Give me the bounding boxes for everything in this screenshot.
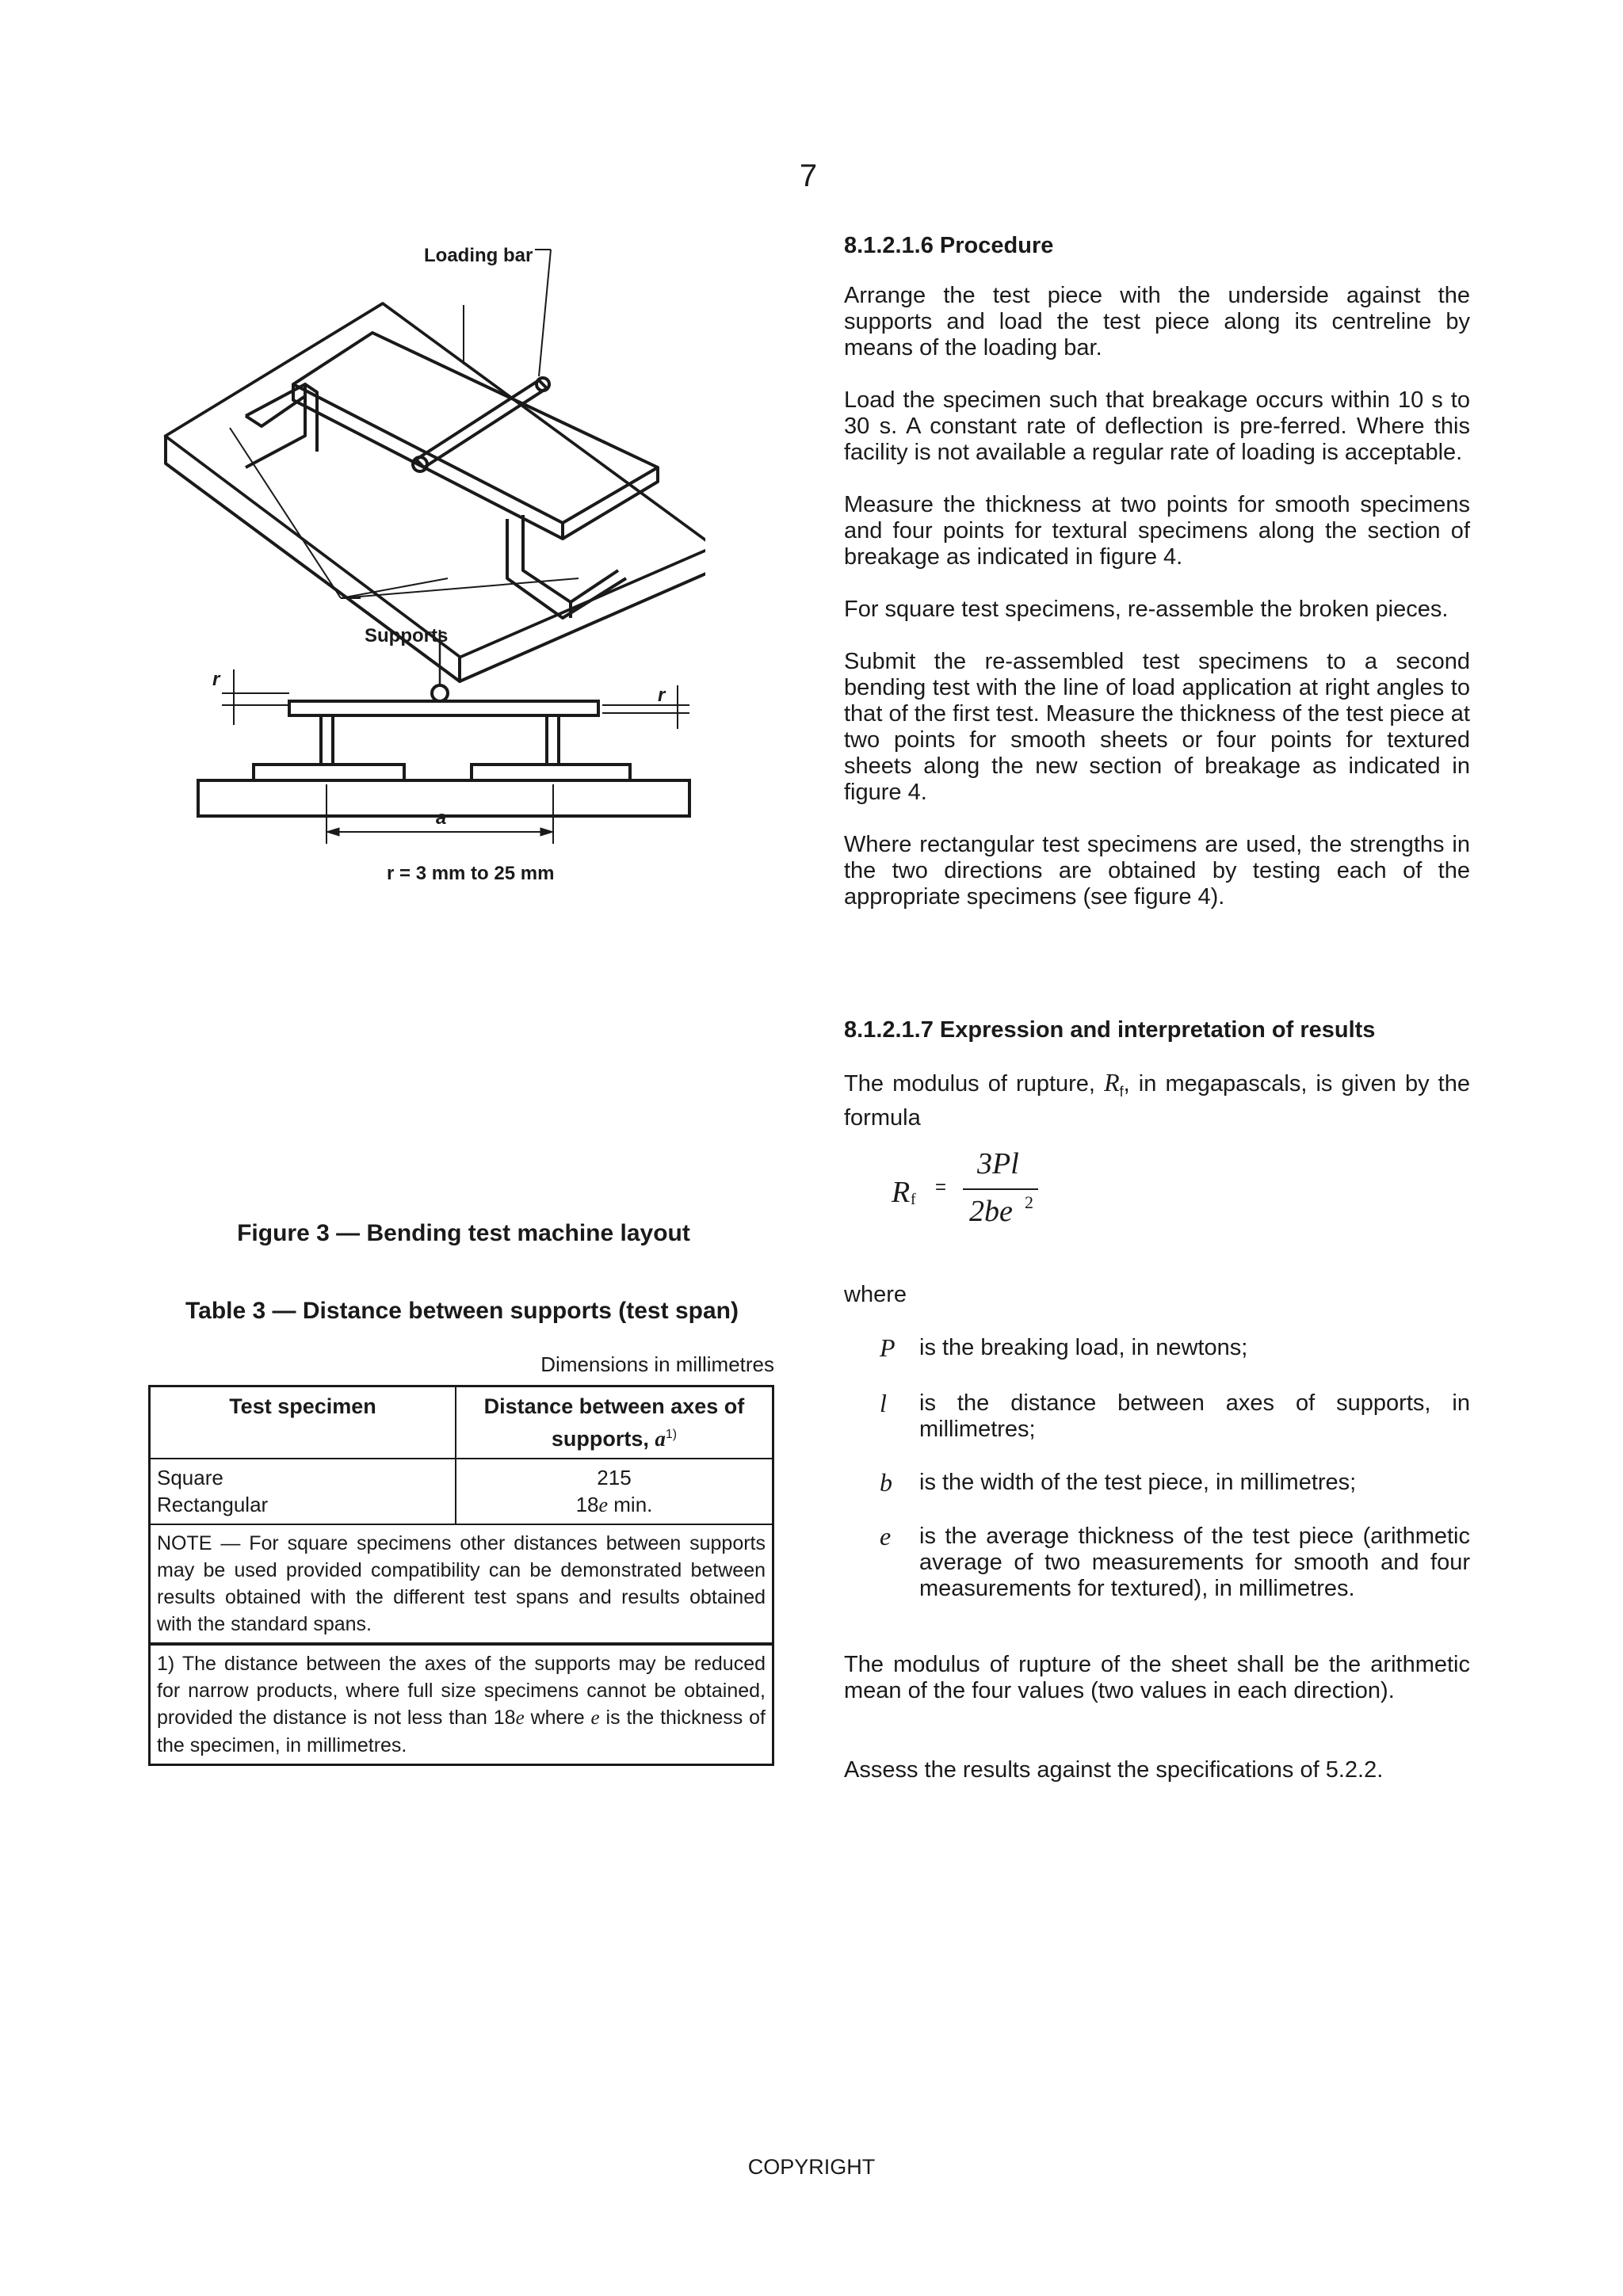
header-distance-footnote-ref: 1) bbox=[665, 1428, 678, 1441]
definition-symbol-b: b bbox=[880, 1468, 892, 1497]
label-supports: Supports bbox=[365, 625, 449, 646]
right-support-elevation bbox=[472, 715, 630, 780]
distance-rect-rest: min. bbox=[608, 1493, 653, 1516]
modulus-formula bbox=[892, 1147, 1129, 1240]
definition-item bbox=[880, 1390, 1470, 1443]
procedure-heading: 8.1.2.1.6 Procedure bbox=[844, 233, 1054, 258]
header-test-specimen: Test specimen bbox=[150, 1386, 456, 1459]
results-intro bbox=[844, 1070, 1470, 1131]
table-row bbox=[150, 1459, 773, 1524]
figure-caption: Figure 3 — Bending test machine layout bbox=[237, 1220, 690, 1246]
definition-item bbox=[880, 1524, 1470, 1602]
footer-copyright: COPYRIGHT bbox=[747, 2155, 876, 2179]
definition-symbol-l: l bbox=[880, 1389, 887, 1417]
left-support-elevation bbox=[254, 715, 404, 780]
where-label: where bbox=[844, 1282, 907, 1307]
table-footnote bbox=[150, 1644, 773, 1765]
specimen-rectangular: Rectangular bbox=[157, 1493, 269, 1516]
formula-numerator: 3Pl bbox=[977, 1147, 1019, 1180]
formula-lhs-sub: f bbox=[911, 1191, 916, 1208]
header-distance-symbol: a bbox=[655, 1427, 666, 1451]
procedure-section bbox=[844, 233, 1470, 910]
results-intro-a: The modulus of rupture, bbox=[844, 1071, 1105, 1097]
table-header-row bbox=[150, 1386, 773, 1459]
label-a: a bbox=[436, 807, 447, 829]
procedure-para-4: For square test specimens, re-assemble the broken pieces. bbox=[844, 597, 1449, 622]
footnote-symbol-1: e bbox=[515, 1707, 525, 1729]
distance-cell bbox=[456, 1459, 773, 1524]
page-number: 7 bbox=[799, 158, 818, 193]
label-r-left: r bbox=[212, 669, 220, 690]
procedure-para-5: Submit the re-assembled test specimens to a second bending test with the line of load application at right angles to that of the first test. Measure the thickness of the test piece at two points for smooth sheets or four points for textured sheets along the new section of breakage as indicated in figure 4. bbox=[844, 649, 1470, 805]
results-intro-subscript: f bbox=[1119, 1083, 1124, 1100]
definition-text-e: is the average thickness of the test piece (arithmetic average of two measurements for smooth and four measurements for textured), in millimetres. bbox=[919, 1524, 1470, 1601]
table-footnote-row bbox=[150, 1644, 773, 1765]
specimen-square: Square bbox=[157, 1466, 223, 1489]
header-distance bbox=[456, 1386, 773, 1459]
results-intro-b: , in megapascals, is given by the formula bbox=[844, 1071, 1470, 1131]
table-note: NOTE — For square specimens other distances between supports may be used provided compatibility can be demonstrated between results obtained with the different test spans and results obtained with the standard spans. bbox=[150, 1524, 773, 1644]
distance-square: 215 bbox=[597, 1466, 632, 1489]
loading-bar bbox=[416, 380, 547, 467]
distance-rectangular bbox=[463, 1491, 766, 1519]
bending-machine-figure bbox=[151, 230, 705, 1173]
results-conclusion: The modulus of rupture of the sheet shall be the arithmetic mean of the four values (two values in each direction). bbox=[844, 1652, 1470, 1703]
distance-rect-symbol: e bbox=[598, 1493, 609, 1516]
procedure-para-3: Measure the thickness at two points for smooth specimens and four points for textural specimens along the section of breakage as indicated in figure 4. bbox=[844, 492, 1470, 570]
bending-machine-drawing bbox=[151, 230, 705, 1173]
definition-symbol-e: e bbox=[880, 1522, 892, 1550]
results-intro-symbol: R bbox=[1104, 1068, 1120, 1097]
label-r-range: r = 3 mm to 25 mm bbox=[387, 863, 555, 884]
footnote-symbol-2: e bbox=[590, 1707, 600, 1729]
definition-text-P: is the breaking load, in newtons; bbox=[919, 1335, 1248, 1360]
label-r-right: r bbox=[658, 685, 666, 706]
procedure-para-2: Load the specimen such that breakage occurs within 10 s to 30 s. A constant rate of deflection is pre-ferred. Where this facility is not available a regular rate of loading is acceptable. bbox=[844, 387, 1470, 465]
definition-item bbox=[880, 1335, 1470, 1361]
formula-lhs: R bbox=[892, 1176, 911, 1209]
formula-exponent: 2 bbox=[1025, 1192, 1033, 1212]
distance-table bbox=[148, 1385, 774, 1766]
footnote-text-c: is the thickness of the specimen, in millimetres. bbox=[157, 1707, 766, 1756]
right-support bbox=[507, 519, 626, 618]
definition-symbol-P: P bbox=[880, 1333, 896, 1362]
results-heading: 8.1.2.1.7 Expression and interpretation of results bbox=[844, 1017, 1376, 1043]
formula-equals: = bbox=[935, 1177, 947, 1198]
procedure-para-1: Arrange the test piece with the underside against the supports and load the test piece along its centreline by means of the loading bar. bbox=[844, 283, 1470, 360]
procedure-para-6: Where rectangular test specimens are used, the strengths in the two directions are obtained by testing each of the appropriate specimens (see figure 4). bbox=[844, 832, 1470, 910]
definition-text-b: is the width of the test piece, in millimetres; bbox=[919, 1470, 1357, 1495]
left-support bbox=[246, 384, 305, 467]
footnote-text-a: 1) The distance between the axes of the supports may be reduced for narrow products, where full size specimens cannot be obtained, provided the distance is not less than 18 bbox=[157, 1653, 766, 1729]
formula-denominator: 2be bbox=[969, 1195, 1013, 1228]
results-assess: Assess the results against the specifications of 5.2.2. bbox=[844, 1757, 1384, 1783]
footnote-text-b: where bbox=[524, 1707, 591, 1729]
specimen-cell bbox=[150, 1459, 456, 1524]
dimensions-note: Dimensions in millimetres bbox=[540, 1352, 774, 1376]
definition-item bbox=[880, 1470, 1470, 1496]
elevation-specimen bbox=[289, 701, 598, 715]
distance-rect-num: 18 bbox=[575, 1493, 599, 1516]
header-distance-text: Distance between axes of supports, bbox=[483, 1394, 745, 1451]
base-plate bbox=[166, 303, 705, 657]
formula-fraction-bar bbox=[963, 1188, 1038, 1190]
table-note-row bbox=[150, 1524, 773, 1644]
table-title: Table 3 — Distance between supports (test span) bbox=[185, 1298, 739, 1324]
definition-text-l: is the distance between axes of supports, in millimetres; bbox=[919, 1390, 1470, 1442]
label-loading-bar: Loading bar bbox=[424, 245, 533, 266]
